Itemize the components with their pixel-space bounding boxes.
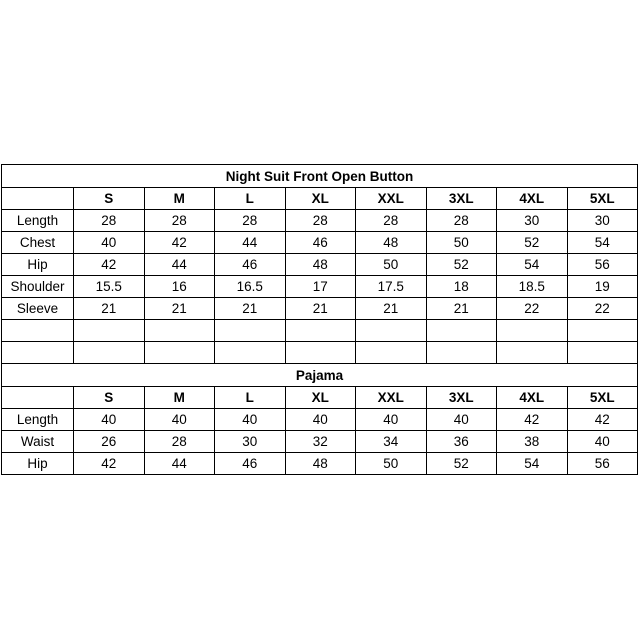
night_suit-header-corner <box>2 188 74 210</box>
pajama-value-cell: 48 <box>285 453 356 475</box>
empty-cell <box>74 320 145 342</box>
night_suit-size-header: 5XL <box>567 188 638 210</box>
pajama-value-cell: 50 <box>356 453 427 475</box>
pajama-value-cell: 42 <box>567 409 638 431</box>
night_suit-value-cell: 48 <box>356 232 427 254</box>
night_suit-size-header: S <box>74 188 145 210</box>
night_suit-value-cell: 18.5 <box>497 276 568 298</box>
night_suit-header-row <box>2 188 638 210</box>
empty-cell <box>567 342 638 364</box>
night_suit-value-cell: 18 <box>426 276 497 298</box>
night_suit-value-cell: 30 <box>497 210 568 232</box>
pajama-value-cell: 28 <box>144 431 215 453</box>
pajama-size-header: M <box>144 387 215 409</box>
night_suit-value-cell: 16 <box>144 276 215 298</box>
pajama-value-cell: 34 <box>356 431 427 453</box>
pajama-value-cell: 56 <box>567 453 638 475</box>
night_suit-row-label: Chest <box>2 232 74 254</box>
table-row <box>2 298 638 320</box>
night_suit-value-cell: 44 <box>144 254 215 276</box>
empty-cell <box>2 320 74 342</box>
size-chart-table <box>1 164 638 475</box>
pajama-size-header: 5XL <box>567 387 638 409</box>
night_suit-size-header: XXL <box>356 188 427 210</box>
pajama-value-cell: 44 <box>144 453 215 475</box>
night_suit-row-label: Shoulder <box>2 276 74 298</box>
night_suit-value-cell: 42 <box>144 232 215 254</box>
empty-cell <box>426 342 497 364</box>
empty-cell <box>285 342 356 364</box>
pajama-value-cell: 40 <box>74 409 145 431</box>
night_suit-value-cell: 21 <box>426 298 497 320</box>
empty-cell <box>497 320 568 342</box>
night_suit-value-cell: 15.5 <box>74 276 145 298</box>
empty-cell <box>497 342 568 364</box>
pajama-value-cell: 30 <box>215 431 286 453</box>
pajama-title-row <box>2 364 638 387</box>
pajama-value-cell: 52 <box>426 453 497 475</box>
empty-cell <box>356 342 427 364</box>
pajama-value-cell: 42 <box>497 409 568 431</box>
table-row <box>2 210 638 232</box>
night_suit-value-cell: 28 <box>285 210 356 232</box>
empty-cell <box>567 320 638 342</box>
night_suit-value-cell: 40 <box>74 232 145 254</box>
night_suit-value-cell: 46 <box>285 232 356 254</box>
night_suit-value-cell: 46 <box>215 254 286 276</box>
night_suit-value-cell: 28 <box>426 210 497 232</box>
table-row <box>2 254 638 276</box>
night_suit-value-cell: 21 <box>74 298 145 320</box>
night_suit-value-cell: 22 <box>567 298 638 320</box>
night_suit-value-cell: 50 <box>426 232 497 254</box>
night_suit-value-cell: 21 <box>144 298 215 320</box>
pajama-size-header: 3XL <box>426 387 497 409</box>
empty-cell <box>2 342 74 364</box>
table-row <box>2 431 638 453</box>
night_suit-value-cell: 21 <box>356 298 427 320</box>
pajama-title: Pajama <box>2 364 638 387</box>
empty-cell <box>215 342 286 364</box>
pajama-value-cell: 40 <box>567 431 638 453</box>
pajama-value-cell: 46 <box>215 453 286 475</box>
night_suit-value-cell: 28 <box>74 210 145 232</box>
pajama-value-cell: 32 <box>285 431 356 453</box>
night_suit-value-cell: 42 <box>74 254 145 276</box>
night_suit-value-cell: 56 <box>567 254 638 276</box>
pajama-size-header: S <box>74 387 145 409</box>
night_suit-value-cell: 28 <box>144 210 215 232</box>
empty-row <box>2 320 638 342</box>
pajama-size-header: L <box>215 387 286 409</box>
night_suit-value-cell: 30 <box>567 210 638 232</box>
pajama-row-label: Waist <box>2 431 74 453</box>
night_suit-value-cell: 54 <box>567 232 638 254</box>
pajama-value-cell: 42 <box>74 453 145 475</box>
table-row <box>2 453 638 475</box>
night_suit-title: Night Suit Front Open Button <box>2 165 638 188</box>
night_suit-row-label: Length <box>2 210 74 232</box>
pajama-value-cell: 40 <box>426 409 497 431</box>
table-row <box>2 276 638 298</box>
night_suit-value-cell: 21 <box>285 298 356 320</box>
empty-cell <box>215 320 286 342</box>
pajama-size-header: XXL <box>356 387 427 409</box>
pajama-row-label: Length <box>2 409 74 431</box>
night_suit-value-cell: 22 <box>497 298 568 320</box>
night_suit-value-cell: 17 <box>285 276 356 298</box>
pajama-size-header: XL <box>285 387 356 409</box>
night_suit-size-header: M <box>144 188 215 210</box>
night_suit-value-cell: 17.5 <box>356 276 427 298</box>
pajama-value-cell: 40 <box>356 409 427 431</box>
empty-cell <box>285 320 356 342</box>
empty-cell <box>356 320 427 342</box>
pajama-value-cell: 40 <box>285 409 356 431</box>
night_suit-value-cell: 16.5 <box>215 276 286 298</box>
night_suit-value-cell: 54 <box>497 254 568 276</box>
night_suit-value-cell: 21 <box>215 298 286 320</box>
size-chart-body <box>2 165 638 475</box>
pajama-value-cell: 36 <box>426 431 497 453</box>
empty-cell <box>426 320 497 342</box>
night_suit-size-header: 4XL <box>497 188 568 210</box>
empty-cell <box>74 342 145 364</box>
night_suit-size-header: L <box>215 188 286 210</box>
table-row <box>2 232 638 254</box>
night_suit-value-cell: 52 <box>497 232 568 254</box>
night_suit-title-row <box>2 165 638 188</box>
night_suit-value-cell: 28 <box>356 210 427 232</box>
night_suit-value-cell: 44 <box>215 232 286 254</box>
night_suit-value-cell: 28 <box>215 210 286 232</box>
pajama-header-row <box>2 387 638 409</box>
night_suit-row-label: Sleeve <box>2 298 74 320</box>
table-row <box>2 409 638 431</box>
pajama-value-cell: 38 <box>497 431 568 453</box>
pajama-size-header: 4XL <box>497 387 568 409</box>
night_suit-size-header: 3XL <box>426 188 497 210</box>
night_suit-row-label: Hip <box>2 254 74 276</box>
pajama-value-cell: 26 <box>74 431 145 453</box>
pajama-row-label: Hip <box>2 453 74 475</box>
night_suit-value-cell: 50 <box>356 254 427 276</box>
pajama-value-cell: 40 <box>215 409 286 431</box>
pajama-value-cell: 54 <box>497 453 568 475</box>
night_suit-value-cell: 52 <box>426 254 497 276</box>
empty-cell <box>144 342 215 364</box>
empty-row <box>2 342 638 364</box>
night_suit-size-header: XL <box>285 188 356 210</box>
pajama-value-cell: 40 <box>144 409 215 431</box>
pajama-header-corner <box>2 387 74 409</box>
night_suit-value-cell: 19 <box>567 276 638 298</box>
empty-cell <box>144 320 215 342</box>
night_suit-value-cell: 48 <box>285 254 356 276</box>
